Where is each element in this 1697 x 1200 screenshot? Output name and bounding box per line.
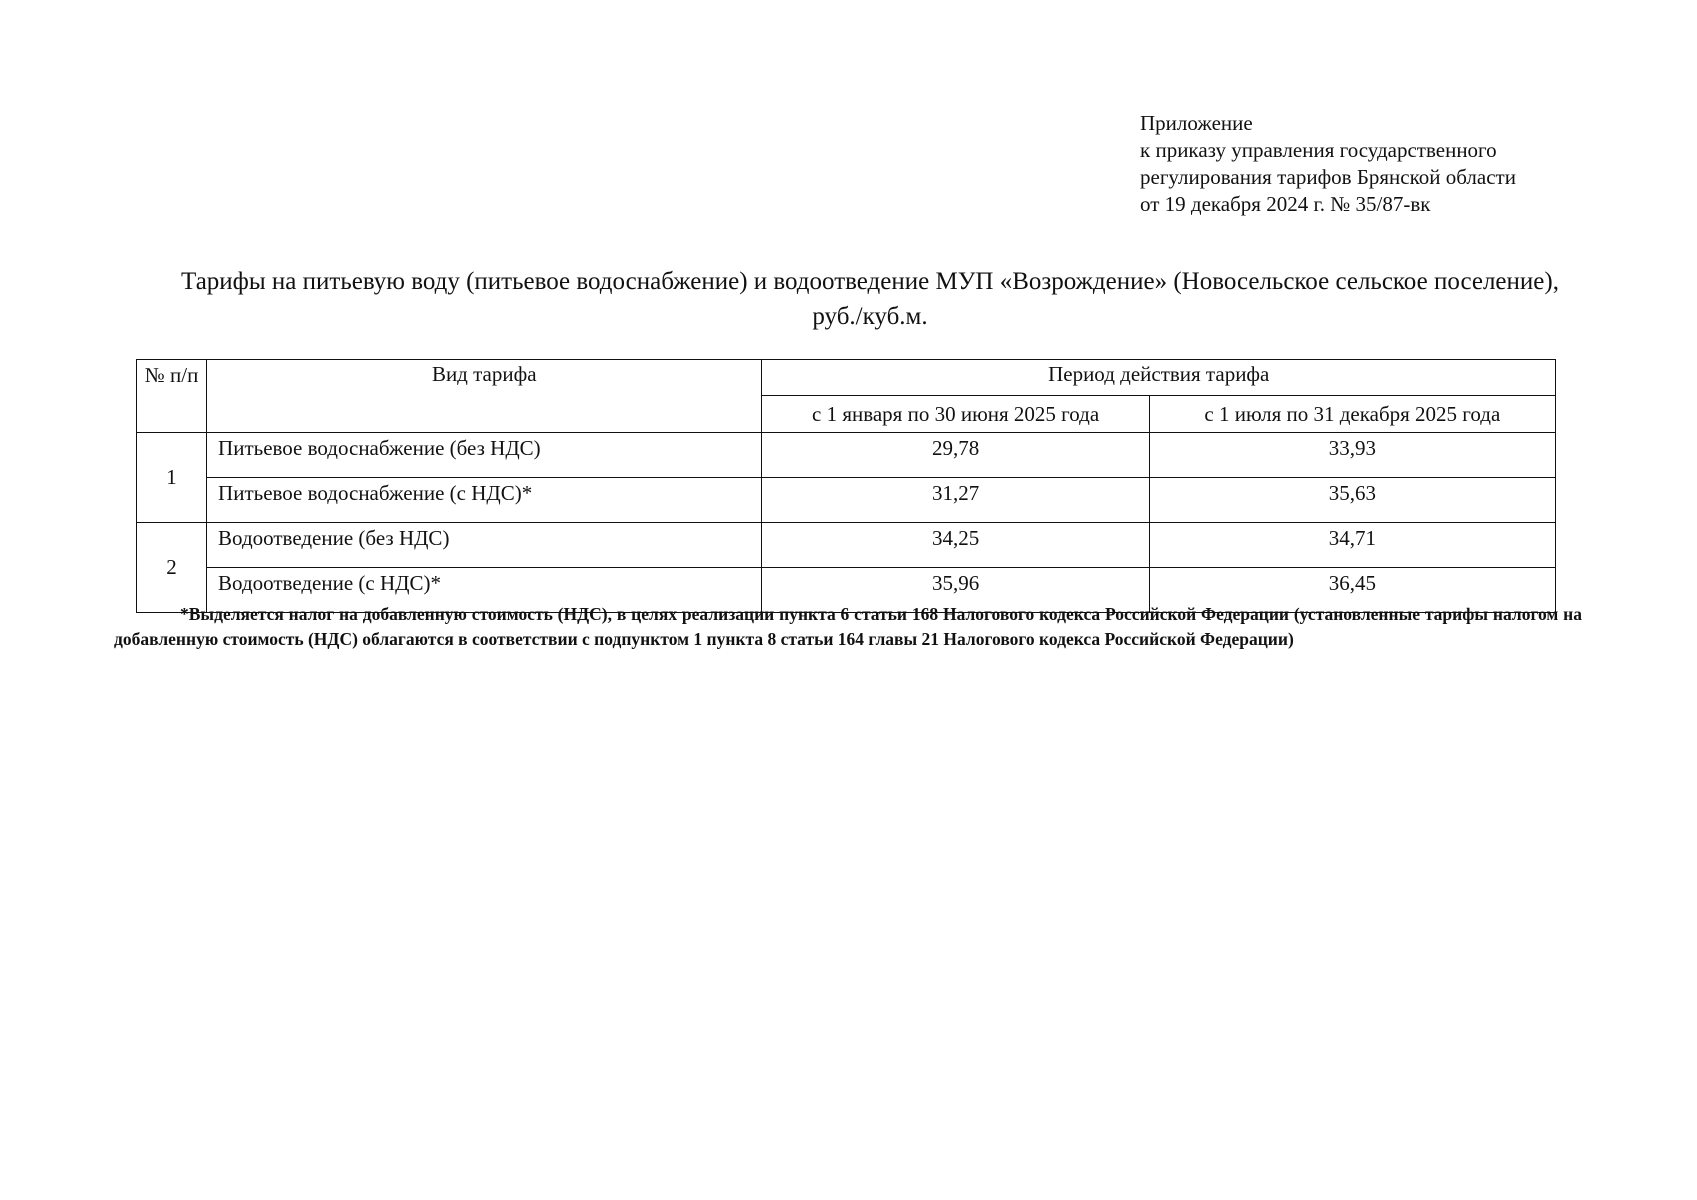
header-kind: Вид тарифа (207, 360, 762, 433)
header-period-1: с 1 января по 30 июня 2025 года (762, 396, 1149, 433)
tariff-kind: Питьевое водоснабжение (без НДС) (207, 433, 762, 478)
tariff-value-period-2: 34,71 (1149, 523, 1555, 568)
table-row (137, 523, 1556, 568)
tariff-value-period-2: 36,45 (1149, 568, 1555, 613)
footnote (114, 602, 1582, 652)
tariff-kind: Водоотведение (без НДС) (207, 523, 762, 568)
group-number: 2 (137, 523, 207, 613)
header-period: Период действия тарифа (762, 360, 1556, 396)
tariff-value-period-1: 29,78 (762, 433, 1149, 478)
annex-line-4: от 19 декабря 2024 г. № 35/87-вк (1140, 192, 1431, 216)
document-title: Тарифы на питьевую воду (питьевое водоснабжение) и водоотведение МУП «Возрождение» (Новосельское сельское поселение), руб./куб.м. (181, 268, 1559, 330)
footnote-text: *Выделяется налог на добавленную стоимость (НДС), в целях реализации пункта 6 статьи 168 Налогового кодекса Российской Федерации (установленные тарифы налогом на добавленную стоимость (НДС) облагаются в соответствии с подпунктом 1 пункта 8 статьи 164 главы 21 Налогового кодекса Российской Федерации) (114, 604, 1582, 649)
table-row (137, 433, 1556, 478)
annex-line-3: регулирования тарифов Брянской области (1140, 165, 1516, 189)
header-period-2: с 1 июля по 31 декабря 2025 года (1149, 396, 1555, 433)
annex-block (1140, 110, 1516, 218)
annex-line-2: к приказу управления государственного (1140, 138, 1497, 162)
tariff-kind: Питьевое водоснабжение (с НДС)* (207, 478, 762, 523)
table-row (137, 478, 1556, 523)
header-num: № п/п (137, 360, 207, 433)
tariff-value-period-1: 31,27 (762, 478, 1149, 523)
tariff-value-period-1: 34,25 (762, 523, 1149, 568)
tariff-kind: Водоотведение (с НДС)* (207, 568, 762, 613)
tariff-value-period-1: 35,96 (762, 568, 1149, 613)
tariff-value-period-2: 35,63 (1149, 478, 1555, 523)
annex-line-1: Приложение (1140, 111, 1253, 135)
tariff-value-period-2: 33,93 (1149, 433, 1555, 478)
group-number: 1 (137, 433, 207, 523)
tariff-table (136, 359, 1556, 613)
